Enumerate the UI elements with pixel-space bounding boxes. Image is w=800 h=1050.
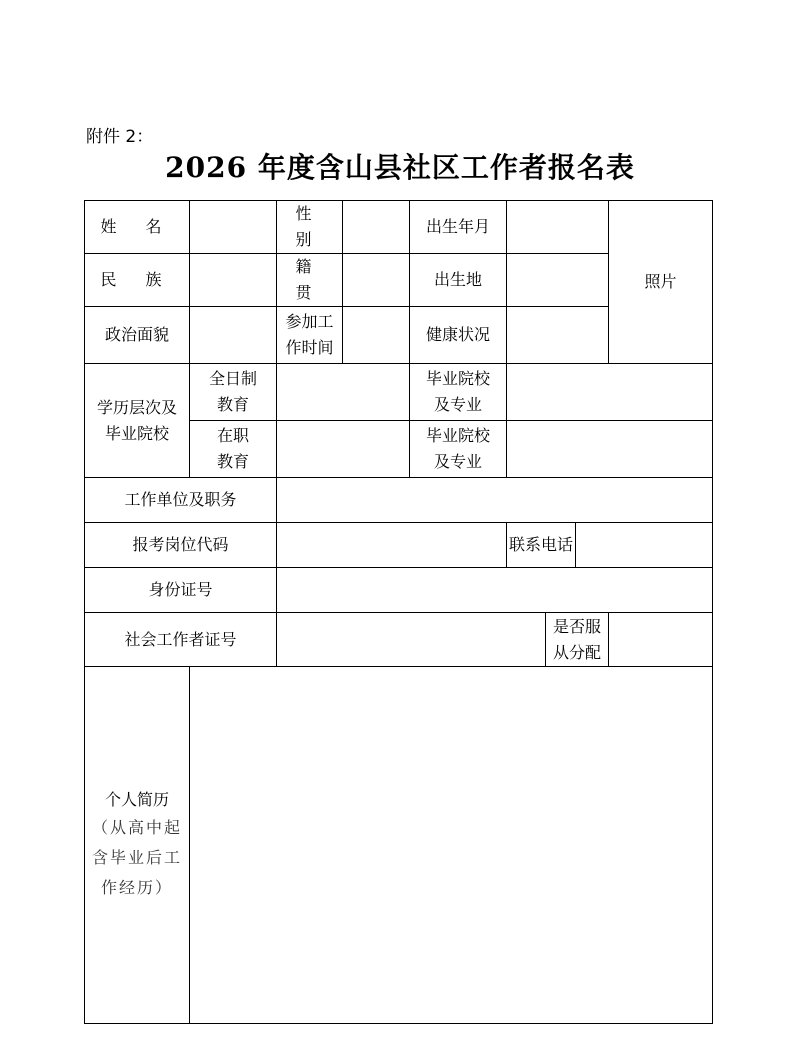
inservice-label-line2: 教育 <box>216 452 249 471</box>
fulltime-school-major-line2: 及专业 <box>433 395 482 414</box>
resume-label <box>85 667 190 1024</box>
work-start-label-line2: 作时间 <box>285 338 334 357</box>
work-start-label <box>277 307 343 364</box>
work-start-field[interactable] <box>343 307 410 364</box>
fulltime-label-line1: 全日制 <box>208 369 257 388</box>
id-label: 身份证号 <box>85 568 277 613</box>
photo-label: 照片 <box>644 272 677 291</box>
education-label-line2: 毕业院校 <box>104 423 169 443</box>
inservice-school-major-line1: 毕业院校 <box>425 426 490 445</box>
education-label <box>85 364 190 478</box>
photo-box[interactable] <box>609 201 713 364</box>
social-worker-cert-label: 社会工作者证号 <box>85 613 277 667</box>
position-code-label: 报考岗位代码 <box>85 523 277 568</box>
inservice-label <box>190 421 277 478</box>
social-worker-cert-field[interactable] <box>277 613 546 667</box>
health-label: 健康状况 <box>410 307 507 364</box>
id-field[interactable] <box>277 568 713 613</box>
education-label-line1: 学历层次及 <box>96 397 177 417</box>
row-resume <box>85 667 713 1024</box>
inservice-school-major-label <box>410 421 507 478</box>
fulltime-label-line2: 教育 <box>216 395 249 414</box>
position-code-field[interactable] <box>277 523 507 568</box>
row-name <box>85 201 713 254</box>
resume-note-line2: 含毕业后工 <box>91 848 182 867</box>
attachment-label: 附件 2： <box>86 127 154 147</box>
resume-note-line1: （从高中起 <box>91 818 182 837</box>
fulltime-education-field[interactable] <box>277 364 410 421</box>
inservice-label-line1: 在职 <box>216 426 249 445</box>
employer-label: 工作单位及职务 <box>85 478 277 523</box>
row-fulltime-education <box>85 364 713 421</box>
gender-field[interactable] <box>343 201 410 254</box>
gender-label: 性 别 <box>277 201 343 254</box>
fulltime-school-major-field[interactable] <box>507 364 713 421</box>
resume-field[interactable] <box>190 667 713 1024</box>
inservice-school-major-field[interactable] <box>507 421 713 478</box>
row-position-code <box>85 523 713 568</box>
resume-note-line3: 作经历） <box>100 878 173 897</box>
birth-label: 出生年月 <box>410 201 507 254</box>
obey-assign-field[interactable] <box>609 613 713 667</box>
row-social-worker-cert <box>85 613 713 667</box>
birthplace-field[interactable] <box>507 254 609 307</box>
political-label: 政治面貌 <box>85 307 190 364</box>
registration-form-table <box>84 200 713 1024</box>
name-label: 姓 名 <box>85 201 190 254</box>
ethnicity-label: 民 族 <box>85 254 190 307</box>
employer-field[interactable] <box>277 478 713 523</box>
inservice-education-field[interactable] <box>277 421 410 478</box>
work-start-label-line1: 参加工 <box>285 312 334 331</box>
row-employer <box>85 478 713 523</box>
political-field[interactable] <box>190 307 277 364</box>
obey-assign-label-line1: 是否服 <box>553 616 602 636</box>
health-field[interactable] <box>507 307 609 364</box>
row-id <box>85 568 713 613</box>
phone-label: 联系电话 <box>507 523 576 568</box>
ethnicity-field[interactable] <box>190 254 277 307</box>
fulltime-school-major-label <box>410 364 507 421</box>
native-place-label: 籍 贯 <box>277 254 343 307</box>
fulltime-label <box>190 364 277 421</box>
name-field[interactable] <box>190 201 277 254</box>
form-title: 2026 年度含山县社区工作者报名表 <box>165 151 635 184</box>
native-place-field[interactable] <box>343 254 410 307</box>
phone-field[interactable] <box>576 523 713 568</box>
inservice-school-major-line2: 及专业 <box>433 452 482 471</box>
birthplace-label: 出生地 <box>410 254 507 307</box>
resume-title: 个人简历 <box>104 790 169 809</box>
fulltime-school-major-line1: 毕业院校 <box>425 369 490 388</box>
birth-field[interactable] <box>507 201 609 254</box>
obey-assign-label-line2: 从分配 <box>553 642 602 662</box>
obey-assign-label <box>546 613 609 667</box>
